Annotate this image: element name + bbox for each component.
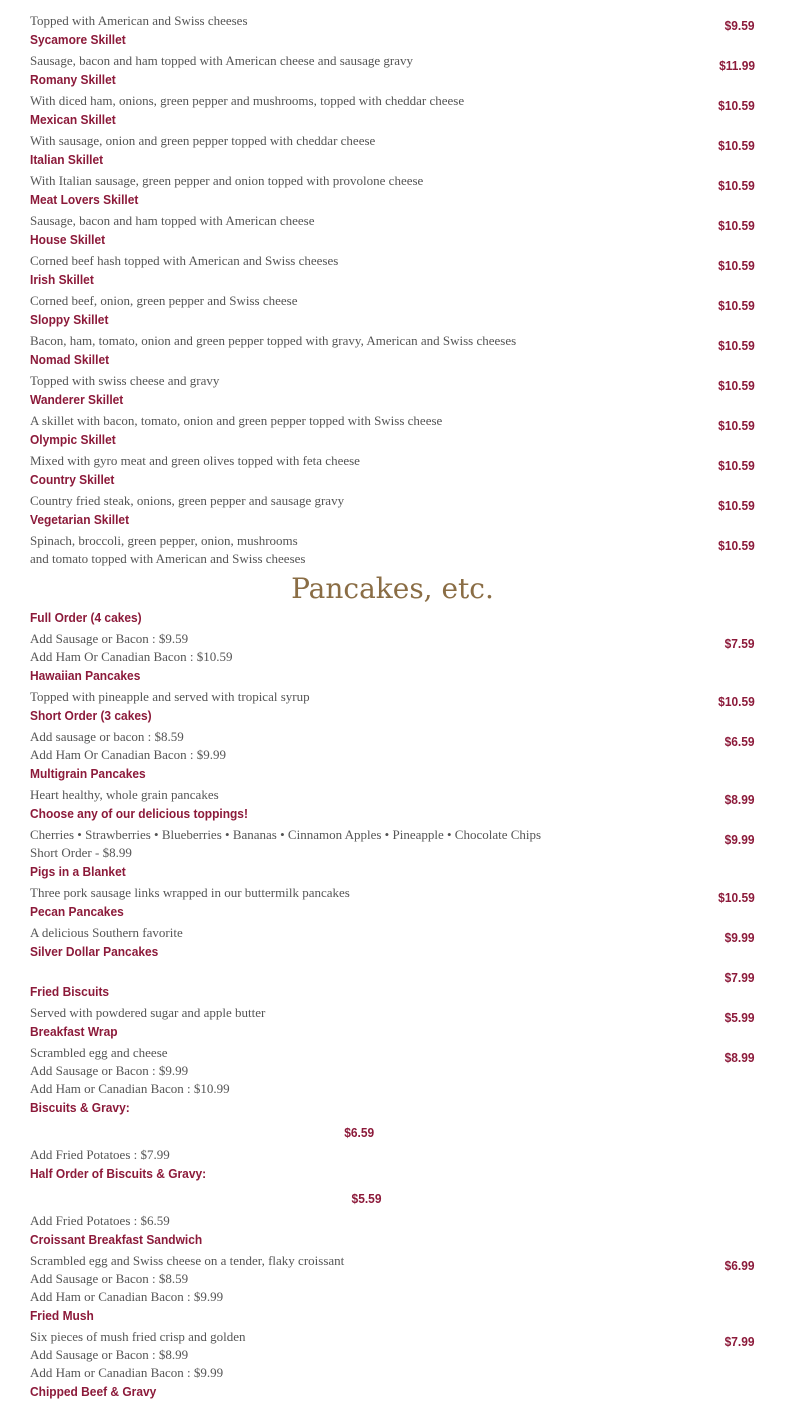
menu-item — [0, 706, 785, 764]
item-price: $6.99 — [725, 1258, 755, 1273]
item-price: $7.59 — [725, 636, 755, 651]
menu-item — [0, 270, 785, 313]
item-name: Biscuits & Gravy: — [30, 1100, 130, 1115]
item-price: $10.59 — [718, 538, 755, 553]
item-description — [30, 492, 755, 510]
item-description — [30, 826, 755, 862]
item-description-line: Scrambled egg and cheese — [30, 1045, 168, 1060]
item-description-line: Cherries • Strawberries • Blueberries • Bananas • Cinnamon Apples • Pineapple • Chocolate Chips — [30, 827, 542, 842]
item-price: $9.59 — [725, 18, 755, 33]
item-price: $10.59 — [718, 378, 755, 393]
item-description-line: Bacon, ham, tomato, onion and green pepper topped with gravy, American and Swiss cheeses — [30, 333, 517, 348]
item-description — [30, 884, 755, 902]
item-description-line: With Italian sausage, green pepper and onion topped with provolone cheese — [30, 173, 424, 188]
item-name — [30, 0, 697, 12]
item-price: $10.59 — [718, 178, 755, 193]
item-name: Breakfast Wrap — [30, 1024, 118, 1039]
item-description-line: Topped with pineapple and served with tropical syrup — [30, 689, 310, 704]
menu-item — [0, 310, 785, 353]
item-description-line: Add Sausage or Bacon : $8.99 — [30, 1347, 189, 1362]
item-description — [30, 1044, 755, 1098]
menu-item — [0, 804, 785, 862]
item-description — [30, 52, 755, 70]
item-description — [30, 132, 755, 150]
item-price: $10.59 — [718, 338, 755, 353]
item-description-line: With diced ham, onions, green pepper and mushrooms, topped with cheddar cheese — [30, 93, 465, 108]
item-name: Nomad Skillet — [30, 352, 110, 367]
menu-item — [0, 350, 785, 393]
item-description-line: Add Ham or Canadian Bacon : $9.99 — [30, 1289, 224, 1304]
item-name: Romany Skillet — [30, 72, 116, 87]
item-name: Choose any of our delicious toppings! — [30, 806, 248, 821]
menu-item — [0, 230, 785, 273]
item-description — [30, 92, 755, 110]
item-description-line: Short Order - $8.99 — [30, 845, 132, 860]
item-price: $10.59 — [718, 498, 755, 513]
menu-item — [0, 862, 785, 905]
item-price: $7.99 — [725, 1334, 755, 1349]
menu-item — [0, 942, 785, 985]
item-name: Sycamore Skillet — [30, 32, 126, 47]
menu-item — [0, 470, 785, 513]
item-name: Meat Lovers Skillet — [30, 192, 139, 207]
item-description-line: Add Ham Or Canadian Bacon : $9.99 — [30, 747, 227, 762]
item-description — [30, 1252, 755, 1306]
item-price: $9.99 — [725, 930, 755, 945]
item-description-line: Topped with American and Swiss cheeses — [30, 13, 248, 28]
item-price: $6.59 — [725, 734, 755, 749]
item-name: House Skillet — [30, 232, 106, 247]
item-price: $7.99 — [725, 970, 755, 985]
item-description — [30, 332, 755, 350]
menu-item — [0, 30, 785, 73]
item-name: Wanderer Skillet — [30, 392, 124, 407]
item-price: $5.59 — [351, 1191, 382, 1206]
item-description-line: and tomato topped with American and Swiss cheeses — [30, 551, 306, 566]
item-name: Sloppy Skillet — [30, 312, 109, 327]
item-description — [30, 452, 755, 470]
menu-item — [0, 764, 785, 807]
item-name: Short Order (3 cakes) — [30, 708, 152, 723]
item-name: Italian Skillet — [30, 152, 104, 167]
item-name: Fried Biscuits — [30, 984, 110, 999]
item-description — [30, 1328, 755, 1382]
item-name: Pigs in a Blanket — [30, 864, 126, 879]
item-description-line — [30, 964, 755, 982]
item-description-line: Three pork sausage links wrapped in our buttermilk pancakes — [30, 885, 350, 900]
more-list — [0, 1230, 785, 1422]
item-description-line: Spinach, broccoli, green pepper, onion, mushrooms — [30, 533, 298, 548]
item-price: $8.99 — [725, 792, 755, 807]
item-description-line: Add Ham Or Canadian Bacon : $10.59 — [30, 649, 233, 664]
item-name: Vegetarian Skillet — [30, 512, 130, 527]
item-price: $10.59 — [718, 258, 755, 273]
item-description: Add Fried Potatoes : $6.59 — [30, 1213, 170, 1228]
item-description — [30, 688, 755, 706]
menu-item-half-biscuits-gravy — [0, 1164, 785, 1230]
menu-item — [0, 0, 785, 33]
item-price: $10.59 — [718, 418, 755, 433]
item-name: Croissant Breakfast Sandwich — [30, 1232, 203, 1247]
item-description: Add Fried Potatoes : $7.99 — [30, 1147, 170, 1162]
menu-item — [0, 430, 785, 473]
item-description-line: Scrambled egg and Swiss cheese on a tender, flaky croissant — [30, 1253, 345, 1268]
item-description-line: A delicious Southern favorite — [30, 925, 183, 940]
item-description — [30, 964, 755, 982]
item-description-line: Sausage, bacon and ham topped with American cheese — [30, 213, 315, 228]
item-name: Pecan Pancakes — [30, 904, 124, 919]
menu-item — [0, 150, 785, 193]
item-price: $10.59 — [718, 694, 755, 709]
item-price: $10.59 — [718, 138, 755, 153]
item-description-line: Add sausage or bacon : $8.59 — [30, 729, 184, 744]
menu-item — [0, 666, 785, 709]
item-description-line: Mixed with gyro meat and green olives topped with feta cheese — [30, 453, 360, 468]
item-name: Irish Skillet — [30, 272, 94, 287]
skillet-list — [0, 0, 785, 568]
item-name: Olympic Skillet — [30, 432, 116, 447]
item-description-line: Add Ham or Canadian Bacon : $9.99 — [30, 1365, 224, 1380]
item-price: $5.99 — [725, 1010, 755, 1025]
item-name: Multigrain Pancakes — [30, 766, 146, 781]
item-description — [30, 1404, 755, 1422]
item-description — [30, 12, 755, 30]
item-description-line: Add Sausage or Bacon : $9.59 — [30, 631, 189, 646]
item-name: Fried Mush — [30, 1308, 94, 1323]
item-description-line: Corned beef hash topped with American and Swiss cheeses — [30, 253, 339, 268]
menu-item — [0, 608, 785, 666]
item-price: $10.59 — [718, 298, 755, 313]
item-description-line: With sausage, onion and green pepper topped with cheddar cheese — [30, 133, 376, 148]
menu-item — [0, 390, 785, 433]
menu-item — [0, 70, 785, 113]
item-description-line: Add Sausage or Bacon : $9.99 — [30, 1063, 189, 1078]
menu-item — [0, 510, 785, 568]
item-description — [30, 630, 755, 666]
item-description-line: Add Sausage or Bacon : $8.59 — [30, 1271, 189, 1286]
item-description-line: Served with powdered sugar and apple butter — [30, 1005, 266, 1020]
item-description-line: A skillet with bacon, tomato, onion and green pepper topped with Swiss cheese — [30, 413, 443, 428]
item-description — [30, 532, 755, 568]
item-name: Full Order (4 cakes) — [30, 610, 142, 625]
menu-item — [0, 1306, 785, 1382]
item-price: $11.99 — [719, 58, 755, 73]
menu-item — [0, 1382, 785, 1422]
item-description-line: Sausage, bacon and ham topped with American cheese and sausage gravy — [30, 53, 414, 68]
item-price: $10.59 — [718, 218, 755, 233]
item-name: Country Skillet — [30, 472, 115, 487]
item-description-line: Topped with swiss cheese and gravy — [30, 373, 220, 388]
menu-item — [0, 110, 785, 153]
pancake-list — [0, 608, 785, 1098]
item-price: $9.99 — [725, 832, 755, 847]
item-description — [30, 372, 755, 390]
item-price: $10.59 — [718, 890, 755, 905]
item-description — [30, 728, 755, 764]
item-price: $10.59 — [718, 458, 755, 473]
item-price: $8.99 — [725, 1050, 755, 1065]
item-description — [30, 412, 755, 430]
item-description-line: Add Ham or Canadian Bacon : $10.99 — [30, 1081, 230, 1096]
menu-item — [0, 982, 785, 1025]
item-description — [30, 252, 755, 270]
item-description-line: Country fried steak, onions, green pepper and sausage gravy — [30, 493, 345, 508]
item-description-line: Heart healthy, whole grain pancakes — [30, 787, 219, 802]
item-name: Mexican Skillet — [30, 112, 116, 127]
item-description — [30, 1004, 755, 1022]
menu-item — [0, 902, 785, 945]
menu-item-biscuits-gravy — [0, 1098, 785, 1164]
item-description-line: Corned beef, onion, green pepper and Swiss cheese — [30, 293, 298, 308]
item-description-line — [30, 1404, 755, 1422]
menu-item — [0, 1022, 785, 1098]
item-description — [30, 292, 755, 310]
item-name: Half Order of Biscuits & Gravy: — [30, 1166, 207, 1181]
item-description — [30, 212, 755, 230]
item-price: $10.59 — [718, 98, 755, 113]
menu-item — [0, 1230, 785, 1306]
item-description-line: Six pieces of mush fried crisp and golden — [30, 1329, 246, 1344]
item-price: $6.59 — [344, 1125, 375, 1140]
item-name: Chipped Beef & Gravy — [30, 1384, 157, 1399]
item-name: Silver Dollar Pancakes — [30, 944, 159, 959]
item-description — [30, 172, 755, 190]
section-title-pancakes: Pancakes, etc. — [291, 572, 494, 605]
menu-item — [0, 190, 785, 233]
item-description — [30, 924, 755, 942]
item-name: Hawaiian Pancakes — [30, 668, 141, 683]
item-description — [30, 786, 755, 804]
